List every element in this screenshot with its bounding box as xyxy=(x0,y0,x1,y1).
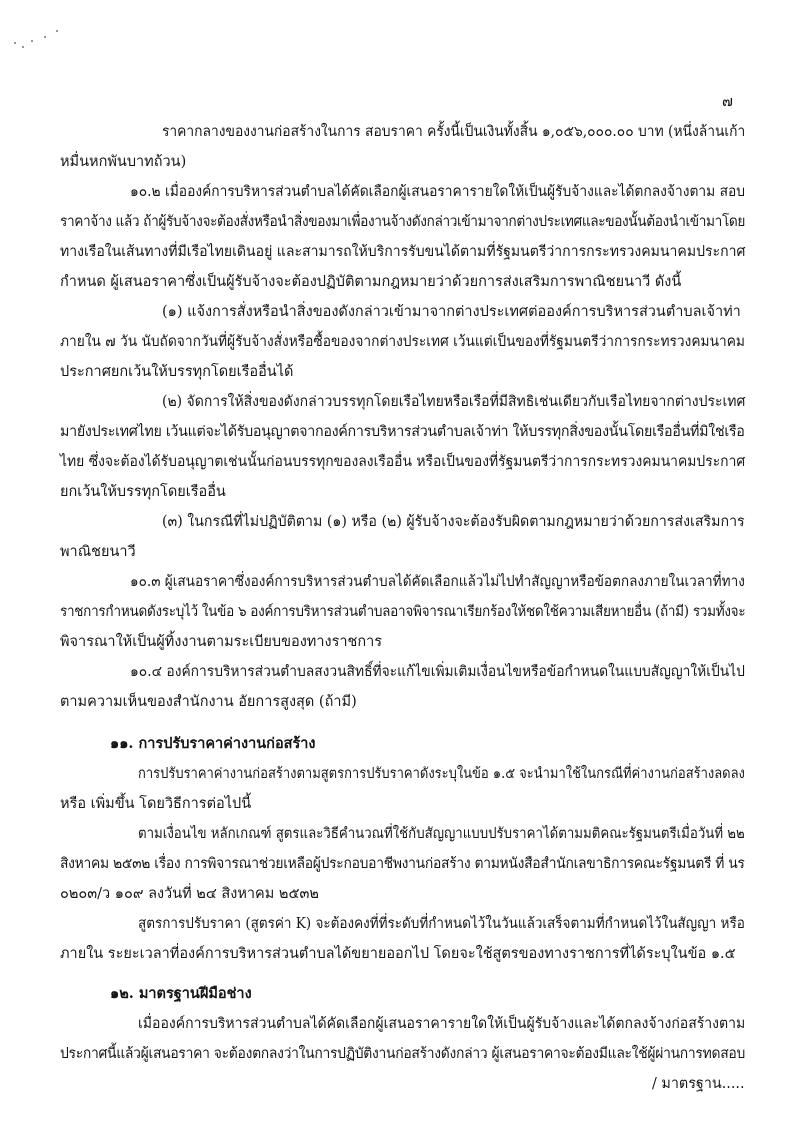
text-line: พาณิชยนาวี xyxy=(60,544,136,560)
text-line: ไทย ซึ่งจะต้องได้รับอนุญาตเช่นนั้นก่อนบรรทุกของลงเรืออื่น หรือเป็นของที่รัฐมนตรีว่าการกระทรวงคมนาคมประกาศ xyxy=(60,454,746,470)
text-line: ยกเว้นให้บรรทุกโดยเรืออื่น xyxy=(60,484,226,500)
text-line: ราคาจ้าง แล้ว ถ้าผู้รับจ้างจะต้องสั่งหรือนำสิ่งของมาเพื่องานจ้างดังกล่าวเข้ามาจากต่างประเทศและของนั้นต้องนำเข้ามาโดย xyxy=(60,214,746,230)
scan-speck xyxy=(22,46,24,48)
text-line: พิจารณาให้เป็นผู้ทิ้งงานตามระเบียบของทางราชการ xyxy=(60,634,383,650)
scan-speck xyxy=(14,42,16,44)
text-line: ตามเงื่อนไข หลักเกณฑ์ สูตรและวิธีคำนวณที่ใช้กับสัญญาแบบปรับราคาได้ตามมติคณะรัฐมนตรีเมื่อวันที่ ๒๒ xyxy=(138,826,745,842)
text-line: (๓) ในกรณีที่ไม่ปฏิบัติตาม (๑) หรือ (๒) ผู้รับจ้างจะต้องรับผิดตามกฎหมายว่าด้วยการส่งเสริมการ xyxy=(162,514,745,530)
text-line: ราชการกำหนดดังระบุไว้ ในข้อ ๖ องค์การบริหารส่วนตำบลอาจพิจารณาเรียกร้องให้ชดใช้ความเสียหายอื่น (ถ้ามี) รวมทั้งจะ xyxy=(60,604,746,620)
text-line: ๑๐.๒ เมื่อองค์การบริหารส่วนตำบลได้คัดเลือกผู้เสนอราคารายใดให้เป็นผู้รับจ้างและได้ตกลงจ้างตาม สอบ xyxy=(130,184,746,200)
continuation-note: / มาตรฐาน..... xyxy=(652,1076,745,1092)
text-line: สิงหาคม ๒๕๓๒ เรื่อง การพิจารณาช่วยเหลือผู้ประกอบอาชีพงานก่อสร้าง ตามหนังสือสำนักเลขาธิการคณะรัฐมนตรี ที่ นร xyxy=(60,856,745,872)
scan-speck xyxy=(31,40,33,42)
section-heading: ๑๒. มาตรฐานฝีมือช่าง xyxy=(110,985,252,1002)
text-line: ตามความเห็นของสำนักงาน อัยการสูงสุด (ถ้ามี) xyxy=(60,694,357,710)
text-line: ๐๒๐๓/ว ๑๐๙ ลงวันที่ ๒๔ สิงหาคม ๒๕๓๒ xyxy=(60,886,319,902)
text-line: ประกาศยกเว้นให้บรรทุกโดยเรืออื่นได้ xyxy=(60,364,294,380)
text-line: ราคากลางของงานก่อสร้างในการ สอบราคา ครั้งนี้เป็นเงินทั้งสิ้น ๑,๐๕๖,๐๐๐.๐๐ บาท (หนึ่งล้านเก้า xyxy=(162,124,746,140)
section-heading: ๑๑. การปรับราคาค่างานก่อสร้าง xyxy=(110,735,316,752)
text-line: ภายใน ๗ วัน นับถัดจากวันที่ผู้รับจ้างสั่งหรือซื้อของจากต่างประเทศ เว้นแต่เป็นของที่รัฐมนตรีว่าการกระทรวงคมนาคม xyxy=(60,334,745,350)
scan-speck xyxy=(56,30,58,32)
text-line: กำหนด ผู้เสนอราคาซึ่งเป็นผู้รับจ้างจะต้องปฏิบัติตามกฎหมายว่าด้วยการส่งเสริมการพาณิชยนาวี ดังนี้ xyxy=(60,274,682,290)
text-line: สูตรการปรับราคา (สูตรค่า K) จะต้องคงที่ที่ระดับที่กำหนดไว้ในวันแล้วเสร็จตามที่กำหนดไว้ในสัญญา หรือ xyxy=(138,916,745,932)
text-line: หรือ เพิ่มขึ้น โดยวิธีการต่อไปนี้ xyxy=(60,796,252,812)
text-line: มายังประเทศไทย เว้นแต่จะได้รับอนุญาตจากองค์การบริหารส่วนตำบลเจ้าท่า ให้บรรทุกสิ่งของนั้นโดยเรืออื่นที่มิใช่เรือ xyxy=(60,424,745,440)
text-line: ประกาศนี้แล้วผู้เสนอราคา จะต้องตกลงว่าในการปฏิบัติงานก่อสร้างดังกล่าว ผู้เสนอราคาจะต้องมีและใช้ผู้ผ่านการทดสอบ xyxy=(60,1046,745,1062)
text-line: ภายใน ระยะเวลาที่องค์การบริหารส่วนตำบลได้ขยายออกไป โดยจะใช้สูตรของทางราชการที่ได้ระบุในข้อ ๑.๕ xyxy=(60,946,736,962)
text-line: ทางเรือในเส้นทางที่มีเรือไทยเดินอยู่ และสามารถให้บริการรับขนได้ตามที่รัฐมนตรีว่าการกระทรวงคมนาคมประกาศ xyxy=(60,244,746,260)
scan-speck xyxy=(44,36,46,38)
text-line: ๑๐.๔ องค์การบริหารส่วนตำบลสงวนสิทธิ์ที่จะแก้ไขเพิ่มเติมเงื่อนไขหรือข้อกำหนดในแบบสัญญาให้เป็นไป xyxy=(130,664,745,680)
text-line: (๒) จัดการให้สิ่งของดังกล่าวบรรทุกโดยเรือไทยหรือเรือที่มีสิทธิเช่นเดียวกับเรือไทยจากต่างประเทศ xyxy=(162,394,746,410)
text-line: (๑) แจ้งการสั่งหรือนำสิ่งของดังกล่าวเข้ามาจากต่างประเทศต่อองค์การบริหารส่วนตำบลเจ้าท่า xyxy=(162,304,741,320)
text-line: การปรับราคาค่างานก่อสร้างตามสูตรการปรับราคาดังระบุในข้อ ๑.๕ จะนำมาใช้ในกรณีที่ค่างานก่อสร้างลดลง xyxy=(138,766,745,782)
text-line: เมื่อองค์การบริหารส่วนตำบลได้คัดเลือกผู้เสนอราคารายใดให้เป็นผู้รับจ้างและได้ตกลงจ้างก่อสร้างตาม xyxy=(138,1016,746,1032)
text-line: ๑๐.๓ ผู้เสนอราคาซึ่งองค์การบริหารส่วนตำบลได้คัดเลือกแล้วไม่ไปทำสัญญาหรือข้อตกลงภายในเวลาที่ทาง xyxy=(130,574,745,590)
page-number: ๗ xyxy=(722,94,733,110)
text-line: หมื่นหกพันบาทถ้วน) xyxy=(60,154,187,170)
